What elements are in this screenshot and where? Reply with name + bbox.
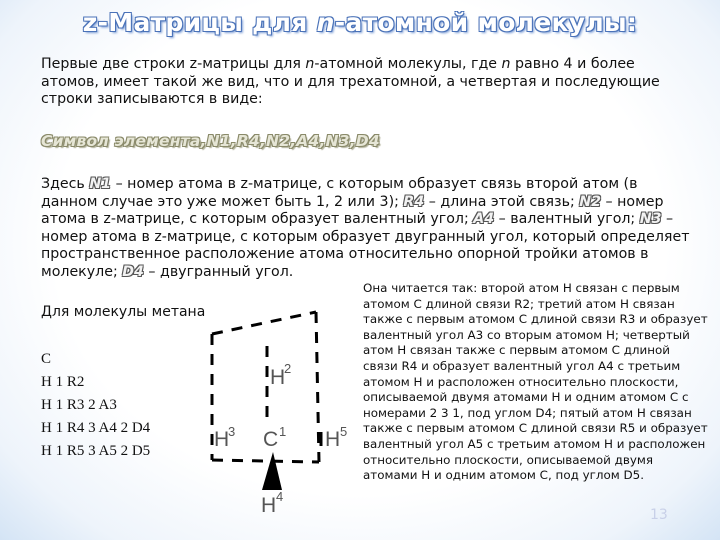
zmatrix-row: H 1 R5 3 A5 2 D5: [41, 443, 151, 459]
term-n1: N1: [89, 176, 112, 192]
atom-h3-label: H: [214, 428, 230, 451]
term-r4: R4: [403, 193, 425, 210]
zmatrix-row: H 1 R3 2 A3: [41, 397, 117, 413]
wedge-bond-c-h4: [262, 452, 282, 490]
zmatrix-row: H 1 R4 3 A4 2 D4: [41, 420, 151, 436]
zmatrix-row: C: [41, 351, 52, 367]
intro-paragraph: Первые две строки z-матрицы для n-атомной молекулы, где n равно 4 и более атомов, имеет такой же вид, что и для трехатомной, а четвертая и последующие строки записываются в виде:: [41, 56, 660, 107]
atom-h2-label: H: [270, 366, 286, 389]
atom-h3-index: 3: [228, 424, 236, 439]
explanation-paragraph: Здесь N1 – номер атома в z-матрице, с которым образует связь второй атом (в данном случае это уже может быть 1, 2 или 3); R4 – длина этой связь; N2 – номер атома в z-матрице, с которым образует валентный угол; A4 – валентный угол; N3 – номер атома в z-матрице, с которым образует двугранный угол, который определяет пространственное расположение атома относительно опорной тройки атомов в молекуле; D4 – двугранный угол.: [41, 176, 690, 280]
dashed-edge-bottom: [212, 460, 319, 462]
methane-label: Для молекулы метана: [41, 304, 206, 320]
reading-note: Она читается так: второй атом H связан с первым атомом C длиной связи R2; третий атом H связан также с первым атомом C длиной связи R3 и образует валентный угол A3 со вторым атомом H; четвертый атом H связан также с первым атомом C длиной связи R4 и образует валентный угол A4 с третьим атомом H и расположен относительно плоскости, описываемой двумя атомами H и одним атомом C с номерами 2 3 1, под углом D4; пятый атом H связан также с первым атомом C длиной связи R5 и образует валентный угол A5 с третьим атомом H и расположен относительно плоскости, описываемой двумя атомами H и одним атомом C, под углом D5.: [363, 281, 708, 483]
atom-h4-index: 4: [276, 489, 284, 504]
symbol-format-line: Символ элемента,N1,R4,N2,A4,N3,D4: [41, 132, 380, 150]
atom-c1-label: C: [263, 428, 279, 451]
term-d4: D4: [122, 263, 144, 280]
atom-h4-label: H: [261, 494, 277, 517]
term-n3: N3: [639, 211, 662, 227]
dashed-edge-right: [316, 312, 319, 462]
zmatrix-row: H 1 R2: [41, 374, 85, 390]
dashed-edge-top: [212, 312, 316, 334]
atom-h5-index: 5: [340, 424, 348, 439]
atom-h2-index: 2: [284, 361, 292, 376]
page-number: 13: [650, 507, 668, 523]
atom-c1-index: 1: [279, 424, 287, 439]
atom-h5-label: H: [325, 428, 341, 451]
term-n2: N2: [579, 193, 601, 210]
term-a4: A4: [473, 211, 495, 227]
slide-title: z-Матрицы для n-атомной молекулы:: [82, 8, 638, 37]
